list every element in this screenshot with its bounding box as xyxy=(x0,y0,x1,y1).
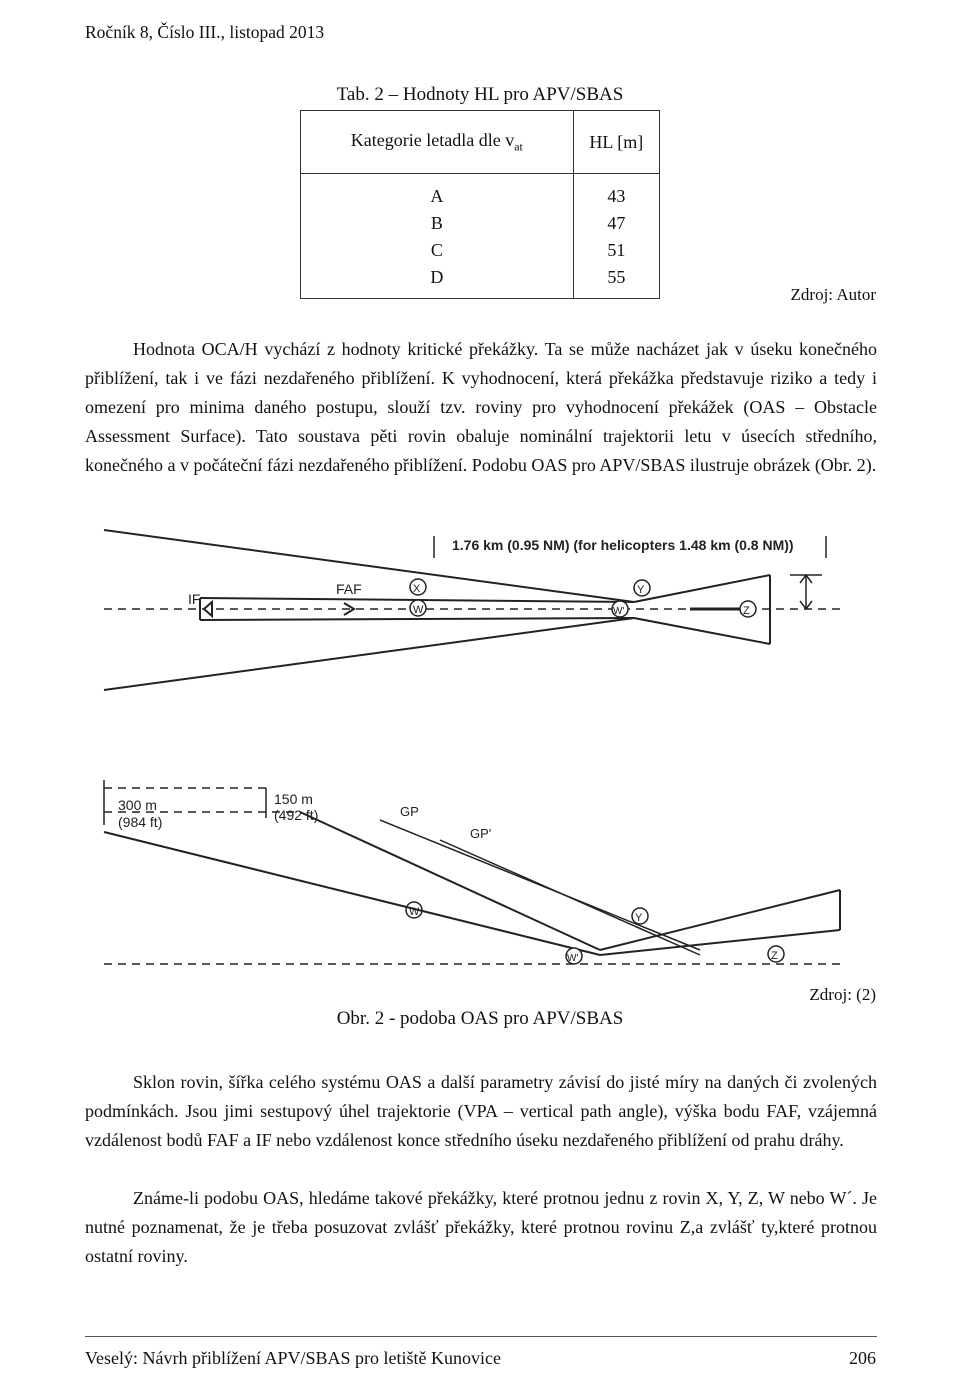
table-row: D 55 xyxy=(301,264,660,299)
profile-gp-prime-label: GP' xyxy=(470,826,492,841)
table-caption: Tab. 2 – Hodnoty HL pro APV/SBAS xyxy=(336,84,624,105)
paragraph-2: Sklon rovin, šířka celého systému OAS a další parametry závisí do jisté míry na daných či zvolených podmínkách. Jsou jimi sestupový úhel trajektorie (VPA – vertical path angle), výška bodu FAF, vzájemná vzdálenost bodů FAF a IF nebo vzdálenost konce středního úseku nezdařeného přiblížení od prahu dráhy. xyxy=(85,1072,877,1150)
profile-y-label: Y xyxy=(635,912,643,924)
profile-gp-label: GP xyxy=(400,804,419,819)
running-header: Ročník 8, Číslo III., listopad 2013 xyxy=(85,22,325,42)
footer-title: Veselý: Návrh přiblížení APV/SBAS pro letiště Kunovice xyxy=(85,1348,501,1368)
profile-height-150: 150 m xyxy=(274,791,313,807)
table-source: Zdroj: Autor xyxy=(790,285,876,304)
profile-height-492: (492 ft) xyxy=(274,807,319,823)
profile-height-300: 300 m xyxy=(118,797,157,813)
profile-height-984: (984 ft) xyxy=(118,814,163,830)
plan-distance-label: 1.76 km (0.95 NM) (for helicopters 1.48 km (0.8 NM)) xyxy=(452,537,794,553)
footer-rule xyxy=(85,1336,877,1337)
plan-if-label: IF xyxy=(188,591,201,607)
profile-w-prime-label: W' xyxy=(567,953,579,964)
table-row: C 51 xyxy=(301,237,660,264)
hl-table xyxy=(300,110,660,299)
plan-x-label: X xyxy=(413,583,421,595)
table-header-hl: HL [m] xyxy=(573,111,659,174)
paragraph-3: Známe-li podobu OAS, hledáme takové překážky, které protnou jednu z rovin X, Y, Z, W nebo W´. Je nutné poznamenat, že je třeba posuzovat zvlášť překážky, které protnou rovinu Z,a zvlášť ty,které protnou ostatní roviny. xyxy=(85,1188,877,1266)
paragraph-1: Hodnota OCA/H vychází z hodnoty kritické překážky. Ta se může nacházet jak v úseku konečného přiblížení, tak i ve fázi nezdařeného přiblížení. K vyhodnocení, která překážka představuje riziko a tedy i omezení pro minima daného postupu, slouží tzv. roviny pro vyhodnocení překážek (OAS – Obstacle Assessment Surface). Tato soustava pěti rovin obaluje nominální trajektorii letu v úsecích středního, konečného a v počáteční fázi nezdařeného přiblížení. Podobu OAS pro APV/SBAS ilustruje obrázek (Obr. 2). xyxy=(85,339,877,475)
plan-w-prime-label: W' xyxy=(613,606,625,617)
profile-w-label: W xyxy=(409,906,420,918)
oas-plan-view xyxy=(104,530,840,690)
figure-caption: Obr. 2 - podoba OAS pro APV/SBAS xyxy=(336,1008,624,1029)
figure-source: Zdroj: (2) xyxy=(809,985,876,1004)
profile-z-label: Z xyxy=(771,950,778,962)
plan-w-label: W xyxy=(413,604,424,616)
oas-figure xyxy=(0,520,960,980)
page-number: 206 xyxy=(849,1348,876,1368)
table-row: A 43 xyxy=(301,174,660,211)
table-header-category: Kategorie letadla dle $v_{at}$ xyxy=(301,111,574,174)
plan-y-label: Y xyxy=(637,584,645,596)
plan-faf-label: FAF xyxy=(336,581,362,597)
plan-z-label: Z xyxy=(743,605,750,617)
table-row: B 47 xyxy=(301,210,660,237)
oas-profile-view xyxy=(104,780,840,964)
